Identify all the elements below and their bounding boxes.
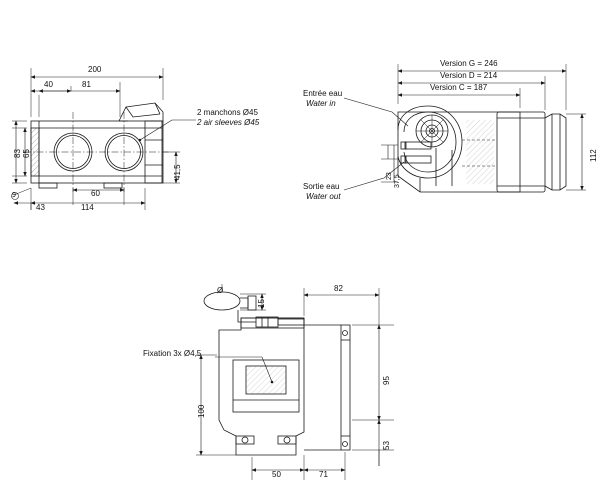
dim-83: 83 bbox=[13, 149, 22, 158]
dim-diameter: Ø bbox=[217, 286, 224, 295]
label-water-in-en: Water in bbox=[306, 99, 336, 108]
dim-200: 200 bbox=[88, 65, 102, 74]
dim-version-g: Version G = 246 bbox=[440, 59, 498, 68]
dim-81: 81 bbox=[82, 80, 91, 89]
dim-53: 53 bbox=[382, 441, 391, 450]
note-fixation: Fixation 3x Ø4,5 bbox=[143, 349, 202, 358]
dim-version-d: Version D = 214 bbox=[440, 71, 498, 80]
label-water-out-en: Water out bbox=[306, 192, 341, 201]
label-water-out-fr: Sortie eau bbox=[303, 182, 340, 191]
dim-50: 50 bbox=[272, 470, 281, 479]
note-sleeves-fr: 2 manchons Ø45 bbox=[197, 108, 258, 117]
dim-15: 15 bbox=[257, 299, 266, 308]
label-water-in-fr: Entrée eau bbox=[303, 89, 343, 98]
dim-37-5: 37,5 bbox=[394, 174, 401, 188]
dim-100: 100 bbox=[197, 404, 206, 418]
dim-82: 82 bbox=[334, 284, 343, 293]
dim-71: 71 bbox=[319, 470, 328, 479]
dim-9: 9 bbox=[12, 192, 16, 199]
dim-43: 43 bbox=[36, 203, 45, 212]
dim-95: 95 bbox=[382, 376, 391, 385]
dim-40: 40 bbox=[44, 80, 53, 89]
dim-version-c: Version C = 187 bbox=[430, 83, 488, 92]
dim-60: 60 bbox=[91, 189, 100, 198]
dim-65: 65 bbox=[22, 149, 31, 158]
note-sleeves-en: 2 air sleeves Ø45 bbox=[197, 118, 260, 127]
dim-41-5: 41,5 bbox=[173, 164, 182, 180]
dim-112: 112 bbox=[589, 149, 598, 162]
dim-114: 114 bbox=[81, 203, 94, 212]
dim-23: 23 bbox=[386, 172, 393, 180]
